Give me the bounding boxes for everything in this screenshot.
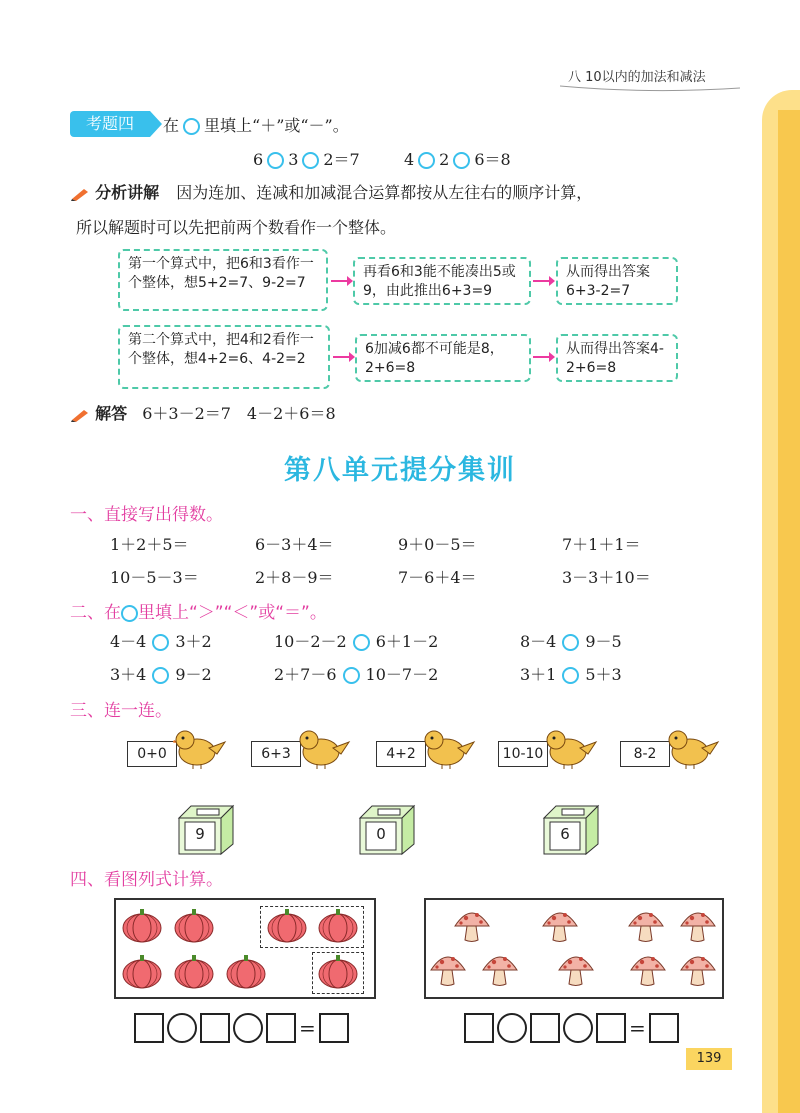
blank-circle[interactable]: [343, 667, 360, 684]
mental-item: 7＋1＋1＝: [562, 535, 641, 554]
section4-title: 四、看图列式计算。: [70, 870, 223, 890]
exam-question: [163, 113, 349, 136]
pumpkin-icon: [175, 955, 213, 988]
answer-box[interactable]: [464, 1013, 494, 1043]
section3-title: 三、连一连。: [70, 701, 172, 721]
answer-box[interactable]: [319, 1013, 349, 1043]
number-box-label: 0: [376, 825, 386, 843]
page-edge-decoration-inner: [778, 110, 800, 1113]
eq1-b: 3: [288, 150, 299, 169]
pumpkin-icon: [268, 909, 306, 942]
mushroom-icon: [681, 913, 715, 942]
bird-icon: [297, 728, 351, 770]
exam-tag: 考题四: [70, 111, 150, 137]
answer-line: [70, 401, 336, 424]
mushroom-icon: [631, 957, 665, 986]
answer-template-left: [134, 1013, 349, 1043]
pumpkin-icon: [123, 909, 161, 942]
circle-blank-icon: [183, 118, 200, 135]
pumpkin-picture: [114, 898, 376, 999]
equals-sign: =: [629, 1016, 646, 1040]
lhs: 3＋4: [110, 665, 147, 684]
page-number: 139: [686, 1048, 732, 1070]
lhs: 8－4: [520, 632, 557, 651]
number-box[interactable]: [356, 804, 418, 856]
eq2-a: 4: [403, 150, 415, 169]
compare-item: [520, 662, 622, 685]
expression-card[interactable]: 4+2: [376, 741, 426, 767]
arrow-icon: [333, 356, 351, 358]
operator-circle[interactable]: [167, 1013, 197, 1043]
analysis-box-2a: 第二个算式中，把4和2看作一个整体，想4+2=6、4-2=2: [118, 325, 330, 389]
analysis-line1: 因为连加、连减和加减混合运算都按从左往右的顺序计算，: [176, 183, 593, 202]
analysis-box-2c: 从而得出答案4-2+6=8: [556, 334, 678, 382]
expression-card[interactable]: 10-10: [498, 741, 548, 767]
pencil-icon: [70, 408, 90, 422]
pumpkin-icon: [175, 909, 213, 942]
blank-circle[interactable]: [267, 152, 284, 169]
rhs: 3＋2: [175, 632, 212, 651]
lhs: 2＋7－6: [274, 665, 337, 684]
answer-box[interactable]: [596, 1013, 626, 1043]
mental-item: 10－5－3＝: [110, 568, 199, 587]
mushrooms: [426, 900, 722, 997]
answer-box[interactable]: [530, 1013, 560, 1043]
blank-circle[interactable]: [562, 667, 579, 684]
pumpkins: [116, 900, 374, 997]
lhs: 3＋1: [520, 665, 557, 684]
unit-title: 第八单元提分集训: [284, 455, 516, 486]
blank-circle[interactable]: [562, 634, 579, 651]
mushroom-icon: [543, 913, 577, 942]
pumpkin-icon: [319, 955, 357, 988]
blank-circle[interactable]: [302, 152, 319, 169]
bird-icon: [666, 728, 720, 770]
arrow-icon: [331, 280, 349, 282]
analysis-box-1b: 再看6和3能不能凑出5或9，由此推出6+3=9: [353, 257, 531, 305]
equals-sign: =: [299, 1016, 316, 1040]
number-box[interactable]: [540, 804, 602, 856]
circle-blank-icon: [121, 605, 138, 622]
section2-title-a: 二、在: [70, 603, 121, 623]
mushroom-icon: [431, 957, 465, 986]
analysis-box-1a: 第一个算式中，把6和3看作一个整体，想5+2=7、9-2=7: [118, 249, 328, 311]
blank-circle[interactable]: [152, 634, 169, 651]
pencil-icon: [70, 187, 90, 201]
mushroom-icon: [681, 957, 715, 986]
blank-circle[interactable]: [353, 634, 370, 651]
bird-icon: [544, 728, 598, 770]
mushroom-icon: [559, 957, 593, 986]
pumpkin-icon: [123, 955, 161, 988]
analysis-line2: 所以解题时可以先把前两个数看作一个整体。: [76, 218, 397, 237]
mushroom-icon: [483, 957, 517, 986]
compare-item: [110, 629, 212, 652]
pumpkin-icon: [319, 909, 357, 942]
rhs: 9－5: [585, 632, 622, 651]
blank-circle[interactable]: [453, 152, 470, 169]
mushroom-picture: [424, 898, 724, 999]
bird-icon: [422, 728, 476, 770]
answer-template-right: [464, 1013, 679, 1043]
answer-text: 6＋3－2＝7 4－2＋6＝8: [142, 404, 336, 423]
rhs: 9－2: [175, 665, 212, 684]
pumpkin-icon: [227, 955, 265, 988]
eq1-a: 6: [253, 150, 264, 169]
mushroom-icon: [455, 913, 489, 942]
lhs: 4－4: [110, 632, 147, 651]
expression-card[interactable]: 8-2: [620, 741, 670, 767]
analysis-label: 分析讲解: [95, 183, 160, 202]
rhs: 10－7－2: [365, 665, 439, 684]
arrow-icon: [533, 280, 551, 282]
rhs: 6＋1－2: [375, 632, 439, 651]
mental-item: 9＋0－5＝: [398, 535, 477, 554]
section2-title-b: 里填上“＞”“＜”或“＝”。: [138, 603, 327, 623]
answer-box[interactable]: [266, 1013, 296, 1043]
mental-item: 6－3＋4＝: [255, 535, 334, 554]
rhs: 5＋3: [585, 665, 622, 684]
analysis-box-1c: 从而得出答案6+3-2=7: [556, 257, 678, 305]
running-header: 八 10以内的加法和减法: [568, 70, 706, 85]
answer-box[interactable]: [649, 1013, 679, 1043]
compare-item: [520, 629, 622, 652]
bird-icon: [173, 728, 227, 770]
lhs: 10－2－2: [274, 632, 347, 651]
number-box-label: 6: [560, 825, 570, 843]
operator-circle[interactable]: [233, 1013, 263, 1043]
operator-circle[interactable]: [563, 1013, 593, 1043]
eq2-b: 2: [439, 150, 450, 169]
eq1-c: 2＝7: [323, 150, 360, 169]
exam-q-after: 里填上“＋”或“－”。: [204, 116, 349, 135]
header-rule: [560, 84, 740, 94]
arrow-icon: [533, 356, 551, 358]
mental-item: 2＋8－9＝: [255, 568, 334, 587]
answer-box[interactable]: [200, 1013, 230, 1043]
operator-circle[interactable]: [497, 1013, 527, 1043]
mental-item: 7－6＋4＝: [398, 568, 477, 587]
blank-circle[interactable]: [418, 152, 435, 169]
eq2-c: 6＝8: [474, 150, 511, 169]
analysis-heading: [70, 180, 592, 203]
exam-q-before: 在: [163, 116, 180, 135]
number-box-label: 9: [195, 825, 205, 843]
mushroom-icon: [629, 913, 663, 942]
analysis-box-2b: 6加减6都不可能是8，2+6=8: [355, 334, 531, 382]
blank-circle[interactable]: [152, 667, 169, 684]
mental-item: 1＋2＋5＝: [110, 535, 189, 554]
compare-item: [274, 662, 438, 685]
compare-item: [110, 662, 212, 685]
expression-card[interactable]: 0+0: [127, 741, 177, 767]
mental-item: 3－3＋10＝: [562, 568, 651, 587]
compare-item: [274, 629, 438, 652]
expression-card[interactable]: 6+3: [251, 741, 301, 767]
exam-equations: [253, 147, 511, 170]
section1-title: 一、直接写出得数。: [70, 505, 223, 525]
section2-title: [70, 598, 327, 623]
number-box[interactable]: [175, 804, 237, 856]
answer-label: 解答: [95, 404, 128, 423]
answer-box[interactable]: [134, 1013, 164, 1043]
